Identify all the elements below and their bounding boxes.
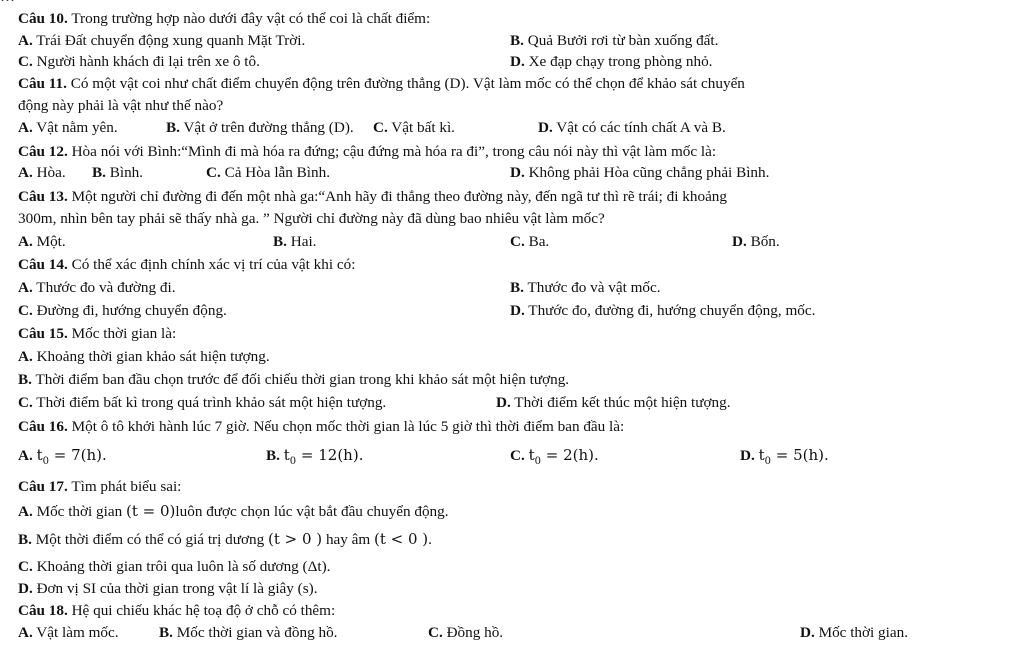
- option-d: D. Vật có các tính chất A và B.: [538, 119, 726, 136]
- option-c: C. Cả Hòa lẫn Bình.: [206, 164, 331, 181]
- option-c: C. Ba.: [510, 233, 550, 250]
- question-11-stem: [18, 75, 1010, 93]
- question-text: 300m, nhìn bên tay phải sẽ thấy nhà ga. ” Người chỉ đường này đã dùng bao nhiêu vật làm mốc?: [18, 210, 605, 227]
- question-label: Câu 10.: [18, 10, 68, 27]
- question-13-stem-cont: [18, 210, 1010, 228]
- question-text: Một ô tô khởi hành lúc 7 giờ. Nếu chọn mốc thời gian là lúc 5 giờ thì thời điểm ban đầu là:: [67, 418, 625, 435]
- question-18-stem: [18, 602, 1010, 620]
- option-a: A. Vật làm mốc.: [18, 624, 119, 641]
- question-13-stem: [18, 188, 1010, 206]
- option-c: C. Đường đi, hướng chuyển động.: [18, 302, 227, 319]
- option-d: D. Không phải Hòa cũng chẳng phải Bình.: [510, 164, 770, 181]
- question-11-stem-cont: [18, 97, 1010, 115]
- option-d: D. Thước đo, đường đi, hướng chuyển động, mốc.: [510, 302, 816, 319]
- question-label: Câu 13.: [18, 188, 68, 205]
- question-17-stem: [18, 478, 1010, 496]
- cut-off-line: [0, 0, 1024, 3]
- option-c: C. Vật bất kì.: [373, 119, 455, 136]
- question-17-option-a: A. Mốc thời gian (t = 0)luôn được chọn lúc vật bắt đầu chuyển động.: [18, 502, 449, 520]
- option-c: C. Đồng hồ.: [428, 624, 504, 641]
- option-d: D. Mốc thời gian.: [800, 624, 909, 641]
- question-label: Câu 12.: [18, 143, 68, 160]
- question-text: Mốc thời gian là:: [67, 325, 177, 342]
- option-a: A. Trái Đất chuyển động xung quanh Mặt Trời.: [18, 32, 306, 49]
- option-a: A. $t_0 = 7(h)$.: [18, 446, 107, 467]
- option-b: B. Bình.: [92, 164, 144, 181]
- question-label: Câu 14.: [18, 256, 68, 273]
- option-b: B. $t_0 = 12(h)$.: [266, 446, 364, 467]
- option-c: C. $t_0 = 2(h)$.: [510, 446, 599, 467]
- option-d: D. Bốn.: [732, 233, 780, 250]
- option-d: D. $t_0 = 5(h)$.: [740, 446, 829, 467]
- option-b: B. Vật ở trên đường thẳng (D).: [166, 119, 354, 136]
- question-label: Câu 16.: [18, 418, 68, 435]
- question-text: Trong trường hợp nào dưới đây vật có thể coi là chất điểm:: [67, 10, 431, 27]
- question-15-stem: [18, 325, 1010, 343]
- question-17-option-d: D. Đơn vị SI của thời gian trong vật lí là giây (s).: [18, 580, 318, 597]
- question-text: Có một vật coi như chất điểm chuyển động trên đường thẳng (D). Vật làm mốc có thể chọn để khảo sát chuyển: [66, 75, 745, 92]
- question-text: Hòa nói với Bình:“Mình đi mà hóa ra đứng; cậu đứng mà hóa ra đi”, trong câu nói này thì vật làm mốc là:: [67, 143, 717, 160]
- question-15-option-b: B. Thời điểm ban đầu chọn trước để đối chiếu thời gian trong khi khảo sát một hiện tượng.: [18, 371, 570, 388]
- question-17-option-b: B. Một thời điểm có thể có giá trị dương (t > 0 ) hay âm (t < 0 ).: [18, 530, 432, 548]
- question-label: Câu 11.: [18, 75, 67, 92]
- question-12-stem: [18, 143, 1010, 161]
- question-10-stem: [18, 10, 1010, 28]
- option-d: D. Thời điểm kết thúc một hiện tượng.: [496, 394, 731, 411]
- question-text: Có thể xác định chính xác vị trí của vật khi có:: [67, 256, 356, 273]
- question-label: Câu 18.: [18, 602, 68, 619]
- option-a: A. Thước đo và đường đi.: [18, 279, 176, 296]
- question-14-stem: [18, 256, 1010, 274]
- question-16-stem: [18, 418, 1010, 436]
- question-text: Tìm phát biểu sai:: [67, 478, 182, 495]
- option-b: B. Quả Bưởi rơi từ bàn xuống đất.: [510, 32, 719, 49]
- option-a: A. Một.: [18, 233, 66, 250]
- question-label: Câu 17.: [18, 478, 68, 495]
- option-b: B. Hai.: [273, 233, 317, 250]
- option-b: B. Mốc thời gian và đồng hồ.: [159, 624, 338, 641]
- question-label: Câu 15.: [18, 325, 68, 342]
- option-a: A. Vật nằm yên.: [18, 119, 118, 136]
- question-text: động này phải là vật như thế nào?: [18, 97, 224, 114]
- question-15-option-a: A. Khoảng thời gian khảo sát hiện tượng.: [18, 348, 270, 365]
- question-17-option-c: C. Khoảng thời gian trôi qua luôn là số dương (Δt).: [18, 558, 331, 575]
- question-text: Hệ qui chiếu khác hệ toạ độ ở chỗ có thêm:: [67, 602, 336, 619]
- option-d: D. Xe đạp chạy trong phòng nhỏ.: [510, 53, 713, 70]
- option-b: B. Thước đo và vật mốc.: [510, 279, 661, 296]
- question-text: Một người chỉ đường đi đến một nhà ga:“Anh hãy đi thẳng theo đường này, đến ngã tư thì rẽ trái; đi khoảng: [67, 188, 727, 205]
- option-c: C. Thời điểm bất kì trong quá trình khảo sát một hiện tượng.: [18, 394, 387, 411]
- option-c: C. Người hành khách đi lại trên xe ô tô.: [18, 53, 260, 70]
- option-a: A. Hòa.: [18, 164, 66, 181]
